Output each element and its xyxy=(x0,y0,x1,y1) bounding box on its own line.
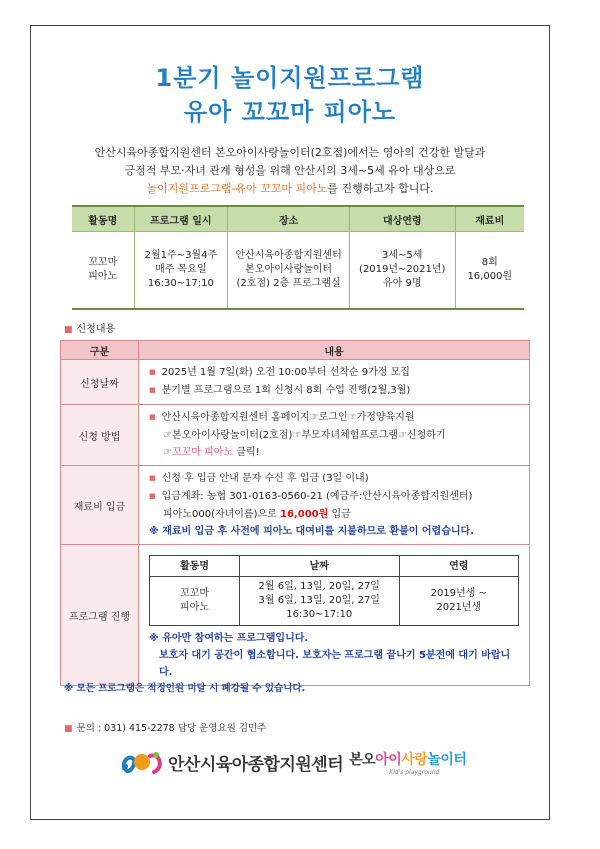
center-logo-icon xyxy=(120,746,164,778)
cancellation-note: ※ 모든 프로그램은 적정인원 미달 시 폐강될 수 있습니다. xyxy=(64,683,306,694)
apply-date-content xyxy=(139,360,530,405)
apply-progress-content xyxy=(139,545,530,686)
click-text: 클릭! xyxy=(233,447,260,458)
place-line: 본오아이사랑놀이터 xyxy=(245,264,333,275)
apply-date-item: ■ 2025년 1월 7일(화) 오전 10:00부터 선착순 9가정 모집 xyxy=(149,364,519,382)
title-line-2: 유아 꼬꼬마 피아노 xyxy=(183,98,397,126)
summary-header-place: 장소 xyxy=(228,206,350,232)
fee-line: 16,000원 xyxy=(467,271,513,282)
age-line: (2019년~2021년) xyxy=(359,264,446,275)
summary-header-age: 대상연령 xyxy=(349,206,455,232)
inner-date-line: 2월 6일, 13일, 20일, 27일 xyxy=(258,581,380,592)
apply-header-category: 구분 xyxy=(61,341,139,360)
progress-inner-table xyxy=(149,555,519,626)
playground-tagline: Kid's playground xyxy=(389,768,440,776)
progress-inner-header-row xyxy=(150,556,519,577)
apply-section-label-text: 신청내용 xyxy=(76,324,116,335)
apply-date-item: ■ 분기별 프로그램으로 1회 신청시 8회 수업 진행(2월,3월) xyxy=(149,382,519,400)
apply-method-line-3 xyxy=(149,444,519,461)
apply-fee-content xyxy=(139,466,530,545)
intro-line-3 xyxy=(30,180,550,198)
inner-cell-dates xyxy=(240,577,400,626)
inner-activity-line: 피아노 xyxy=(180,602,209,613)
apply-fee-label: 재료비 입금 xyxy=(61,466,139,545)
center-name: 안산시육아종합지원센터 xyxy=(168,754,344,775)
intro-highlight: 놀이지원프로그램-유아 꼬꼬마 피아노 xyxy=(146,182,328,195)
apply-date-label: 신청날짜 xyxy=(61,360,139,405)
age-line: 3세~5세 xyxy=(382,250,423,261)
brand-part-4: 놀이터 xyxy=(427,751,467,768)
title-line-1: 1분기 놀이지원프로그램 xyxy=(155,64,425,92)
place-line: (2호점) 2층 프로그램실 xyxy=(236,278,341,289)
summary-header-fee: 재료비 xyxy=(455,206,524,232)
apply-progress-label: 프로그램 진행 xyxy=(61,545,139,686)
progress-note-1: ※ 유아만 참여하는 프로그램입니다. xyxy=(149,633,309,644)
brand-part-3: 사랑 xyxy=(401,751,428,768)
apply-method-content xyxy=(139,405,530,466)
apply-header-content: 내용 xyxy=(139,341,530,360)
apply-row-method xyxy=(61,405,530,466)
playground-brand xyxy=(349,749,466,776)
inner-cell-activity xyxy=(150,577,240,626)
apply-row-date xyxy=(61,360,530,405)
schedule-line: 16:30~17:10 xyxy=(147,278,214,289)
square-bullet-icon: ■ xyxy=(64,325,73,335)
fee-amount: 16,000원 xyxy=(280,509,329,520)
apply-fee-item-1: ■ 신청 후 입금 안내 문자 수신 후 입금 (3일 이내) xyxy=(149,470,519,488)
apply-section-label xyxy=(64,320,115,335)
progress-note-2: 보호자 대기 공간이 협소합니다. 보호자는 프로그램 끝나기 5분전에 대기 바랍니다. xyxy=(159,650,511,678)
summary-cell-place xyxy=(228,232,350,310)
brand-part-2: 아이 xyxy=(375,751,402,768)
inner-header-age: 연령 xyxy=(399,556,519,577)
summary-cell-age xyxy=(349,232,455,310)
fee-suffix: 입금 xyxy=(328,509,351,520)
apply-fee-item-2: ■ 입금계좌: 농협 301-0163-0560-21 (예금주:안산시육아종합지원센터) xyxy=(149,488,519,506)
activity-line: 피아노 xyxy=(88,271,118,282)
arrow-glyph: ☞ xyxy=(163,447,172,458)
inner-activity-line: 꼬꼬마 xyxy=(180,588,209,599)
apply-method-line-1: ■ 안산시육아종합지원센터 홈페이지☞로그인☞가정양육지원 xyxy=(149,409,519,427)
apply-row-fee xyxy=(61,466,530,545)
activity-line: 꼬꼬마 xyxy=(88,257,118,268)
summary-header-activity: 활동명 xyxy=(72,206,134,232)
summary-cell-activity xyxy=(72,232,134,310)
inner-header-date: 날짜 xyxy=(240,556,400,577)
apply-table xyxy=(60,340,530,686)
fee-refund-note: ※ 재료비 입금 후 사전에 피아노 대여비를 지불하므로 환불이 어렵습니다. xyxy=(149,526,474,537)
brand-part-1: 본오 xyxy=(349,751,376,768)
progress-inner-row xyxy=(150,577,519,626)
inner-header-activity: 활동명 xyxy=(150,556,240,577)
inner-cell-age xyxy=(399,577,519,626)
apply-table-header-row xyxy=(61,341,530,360)
fee-prefix: 피아노000(자녀이름)으로 xyxy=(163,509,281,520)
inner-date-line: 16:30~17:10 xyxy=(286,609,353,620)
summary-table xyxy=(72,205,524,310)
program-link-text: 꼬꼬마 피아노 xyxy=(171,447,234,458)
summary-cell-schedule xyxy=(134,232,228,310)
summary-table-row xyxy=(72,232,524,310)
apply-method-label: 신청 방법 xyxy=(61,405,139,466)
apply-row-progress xyxy=(61,545,530,686)
intro-text xyxy=(30,144,550,198)
apply-fee-item-3 xyxy=(149,506,519,523)
intro-line-1: 안산시육아종합지원센터 본오아이사랑놀이터(2호점)에서는 영아의 건강한 발달과 xyxy=(94,146,486,159)
apply-method-line-2: ☞본오아이사랑놀이터(2호점)☞부모자녀체험프로그램☞신청하기 xyxy=(163,430,446,441)
contact-info xyxy=(64,720,266,734)
intro-line-3-rest: 를 진행하고자 합니다. xyxy=(327,182,434,195)
summary-table-header-row xyxy=(72,206,524,232)
summary-cell-fee xyxy=(455,232,524,310)
fee-line: 8회 xyxy=(481,257,498,268)
schedule-line: 2월1주~3월4주 xyxy=(144,250,218,261)
playground-brand-name xyxy=(349,749,466,769)
inner-age-line: 2021년생 xyxy=(436,602,482,613)
age-line: 유아 9명 xyxy=(382,278,422,289)
contact-text: 문의 : 031) 415-2278 담당 운영요원 김민주 xyxy=(76,723,267,734)
inner-date-line: 3월 6일, 13일, 20일, 27일 xyxy=(258,595,380,606)
place-line: 안산시육아종합지원센터 xyxy=(235,250,342,261)
footer-logo xyxy=(120,744,510,780)
schedule-line: 매주 목요일 xyxy=(155,264,207,275)
inner-age-line: 2019년생 ~ xyxy=(430,588,487,599)
intro-line-2: 긍정적 부모·자녀 관계 형성을 위해 안산시의 3세~5세 유아 대상으로 xyxy=(124,164,456,177)
square-bullet-icon: ■ xyxy=(64,724,73,734)
summary-header-schedule: 프로그램 일시 xyxy=(134,206,228,232)
